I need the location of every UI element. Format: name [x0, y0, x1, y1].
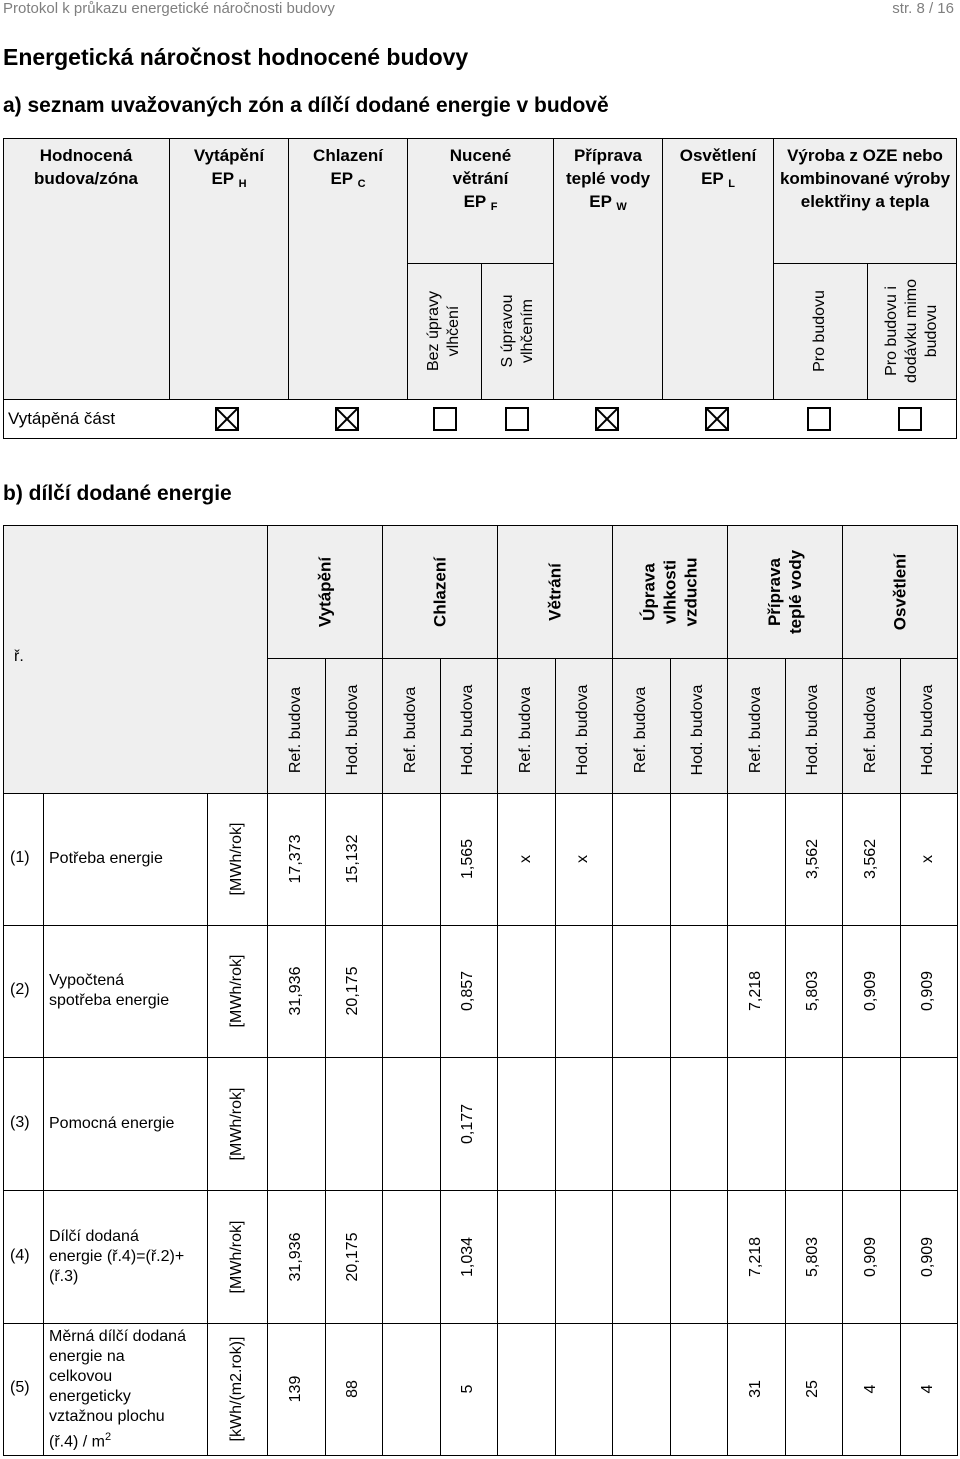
section-a-heading: a) seznam uvažovaných zón a dílčí dodané energie v budově: [3, 94, 609, 117]
zone-checkbox-1[interactable]: [215, 407, 239, 431]
row-number: (2): [10, 981, 30, 998]
zone-checkbox-3[interactable]: [433, 407, 457, 431]
check-cross-icon: [597, 409, 617, 429]
row-number-header: ř.: [14, 648, 24, 665]
col-heating-label: Vytápění EP $_H$: [193, 146, 265, 190]
zone-checkbox-7[interactable]: [807, 407, 831, 431]
row-number: (1): [10, 849, 30, 866]
page-title: Energetická náročnost hodnocené budovy: [3, 44, 469, 70]
page-header-left: Protokol k průkazu energetické náročnosti budovy: [3, 0, 335, 17]
zone-checkbox-5[interactable]: [595, 407, 619, 431]
check-cross-icon: [337, 409, 357, 429]
energy-table-frame: [3, 525, 958, 1456]
check-cross-icon: [707, 409, 727, 429]
page-header-right: str. 8 / 16: [892, 0, 954, 17]
col-zone-label: Hodnocená budova/zóna: [34, 146, 138, 188]
col-prod-label: Výroba z OZE nebo kombinované výroby elektřiny a tepla: [779, 146, 951, 211]
row-label: Měrná dílčí dodaná energie na celkovou energeticky vztažnou plochu (ř.4) / $m^2$: [49, 1327, 186, 1450]
row-number: (3): [10, 1113, 30, 1131]
row-label: Potřeba energie: [49, 850, 163, 867]
row-label: Pomocná energie: [49, 1114, 175, 1132]
zone-checkbox-2[interactable]: [335, 407, 359, 431]
zone-checkbox-6[interactable]: [705, 407, 729, 431]
zone-name: Vytápěná část: [8, 409, 116, 428]
check-cross-icon: [217, 409, 237, 429]
row-label: Vypočtená spotřeba energie: [49, 972, 170, 1009]
col-vent-label: Nucené větrání EP $_F$: [449, 146, 512, 213]
col-light-label: Osvětlení EP $_L$: [679, 146, 757, 190]
zone-checkbox-4[interactable]: [505, 407, 529, 431]
section-b-heading: b) dílčí dodané energie: [3, 482, 232, 505]
row-number: (4): [10, 1246, 30, 1264]
zone-checkbox-8[interactable]: [898, 407, 922, 431]
row-label: Dílčí dodaná energie (ř.4)=(ř.2)+(ř.3): [49, 1227, 185, 1285]
row-number: (5): [10, 1379, 30, 1396]
col-dhw-label: Příprava teplé vody EP $_W$: [565, 146, 651, 213]
col-cooling-label: Chlazení EP $_C$: [313, 146, 383, 190]
